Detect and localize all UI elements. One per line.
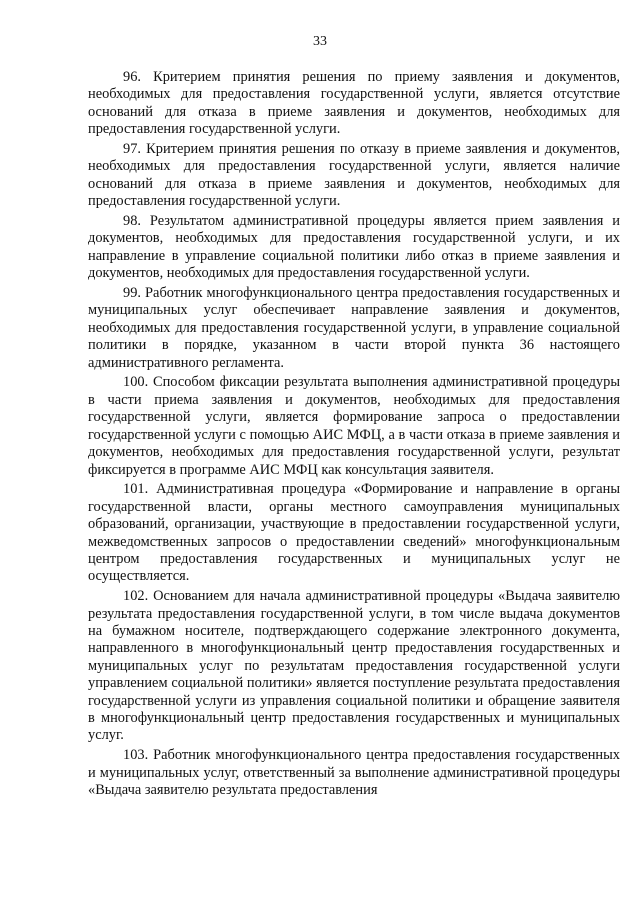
paragraph-97: 97. Критерием принятия решения по отказу в приеме заявления и документов, необходимых для предоставления государственной услуги, является наличие оснований для отказа в приеме заявления и документов, необходимых для предоставления государственной услуги. <box>88 141 620 210</box>
paragraph-100: 100. Способом фиксации результата выполнения административной процедуры в части приема заявления и документов, необходимых для предоставления государственной услуги, является формирование запроса о предоставлении государственной услуги с помощью АИС МФЦ, а в части отказа в приеме заявления и документов, необходимых для предоставления государственной услуги, результат фиксируется в программе АИС МФЦ как консультация заявителя. <box>88 374 620 478</box>
paragraph-99: 99. Работник многофункционального центра предоставления государственных и муниципальных услуг обеспечивает направление заявления и документов, необходимых для предоставления государственной услуги, в управление социальной политики в порядке, указанном в части второй пункта 36 настоящего административного регламента. <box>88 285 620 371</box>
paragraph-98: 98. Результатом административной процедуры является прием заявления и документов, необходимых для предоставления государственной услуги, и их направление в управление социальной политики либо отказ в приеме заявления и документов, необходимых для предоставления государственной услуги. <box>88 213 620 282</box>
page-number: 33 <box>313 34 327 49</box>
paragraph-102: 102. Основанием для начала административной процедуры «Выдача заявителю результата предоставления государственной услуги, в том числе выдача документов на бумажном носителе, подтверждающего содержание электронного документа, направленного в многофункциональный центр предоставления государственных и муниципальных услуг по результатам предоставления государственной услуги управлением социальной политики» является поступление результата предоставления государственной услуги из управления социальной политики и обращение заявителя в многофункциональный центр предоставления государственных и муниципальных услуг. <box>88 588 620 744</box>
document-body <box>88 69 620 802</box>
paragraph-96: 96. Критерием принятия решения по приему заявления и документов, необходимых для предоставления государственной услуги, является отсутствие оснований для отказа в приеме заявления и документов, необходимых для предоставления государственной услуги. <box>88 69 620 138</box>
paragraph-101: 101. Административная процедура «Формирование и направление в органы государственной власти, органы местного самоуправления муниципальных образований, организации, участвующие в предоставлении государственной услуги, межведомственных запросов о предоставлении сведений» многофункциональным центром предоставления государственных и муниципальных услуг не осуществляется. <box>88 481 620 585</box>
paragraph-103: 103. Работник многофункционального центра предоставления государственных и муниципальных услуг, ответственный за выполнение административной процедуры «Выдача заявителю результата предоставления <box>88 747 620 798</box>
